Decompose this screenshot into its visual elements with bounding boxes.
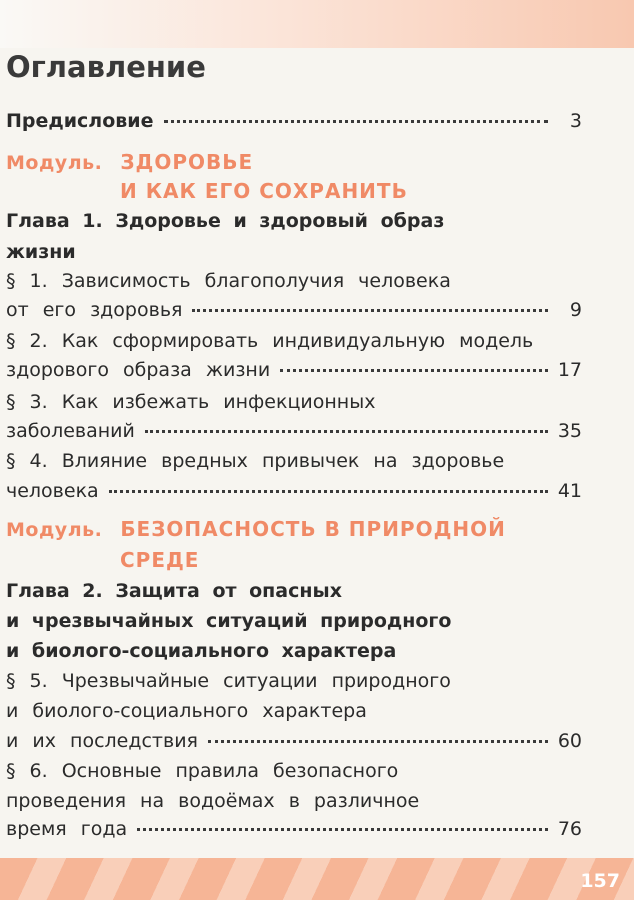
section-6-line2: проведения на водоёмах в различное bbox=[6, 790, 420, 812]
dot-leader bbox=[208, 736, 548, 743]
bottom-decorative-band bbox=[0, 858, 634, 900]
chapter-heading-2-line2: и чрезвычайных ситуаций природного bbox=[6, 610, 452, 632]
page-ref: 3 bbox=[569, 110, 582, 132]
dot-leader bbox=[145, 426, 548, 433]
chapter-heading-2-line1: Глава 2. Защита от опасных bbox=[6, 580, 342, 602]
section-5-line1: § 5. Чрезвычайные ситуации природного bbox=[6, 670, 451, 692]
entry-label: и их последствия bbox=[6, 730, 198, 752]
page-ref: 9 bbox=[569, 299, 582, 321]
module-label: Модуль. bbox=[6, 519, 103, 541]
dot-leader bbox=[192, 305, 548, 312]
page-ref: 76 bbox=[557, 818, 582, 840]
toc-entry-section-6[interactable] bbox=[6, 818, 582, 840]
section-2-line1: § 2. Как сформировать индивидуальную модель bbox=[6, 330, 534, 352]
module-label: Модуль. bbox=[6, 152, 103, 174]
toc-entry-section-3[interactable] bbox=[6, 420, 582, 442]
entry-label: от его здоровья bbox=[6, 299, 183, 321]
module-heading-health bbox=[6, 150, 253, 174]
page-number: 157 bbox=[580, 870, 620, 892]
page-ref: 17 bbox=[557, 359, 582, 381]
entry-label: заболеваний bbox=[6, 420, 135, 442]
chapter-heading-2-line3: и биолого-социального характера bbox=[6, 640, 397, 662]
section-6-line1: § 6. Основные правила безопасного bbox=[6, 760, 399, 782]
page-title: Оглавление bbox=[6, 50, 206, 84]
entry-label: здорового образа жизни bbox=[6, 359, 271, 381]
module-title-line1: БЕЗОПАСНОСТЬ В ПРИРОДНОЙ bbox=[120, 517, 506, 541]
section-3-line1: § 3. Как избежать инфекционных bbox=[6, 391, 376, 413]
section-4-line1: § 4. Влияние вредных привычек на здоровье bbox=[6, 450, 505, 472]
toc-entry-section-1[interactable] bbox=[6, 299, 582, 321]
module-title-line2: СРЕДЕ bbox=[120, 548, 200, 572]
toc-entry-section-2[interactable] bbox=[6, 359, 582, 381]
entry-label: время года bbox=[6, 818, 128, 840]
dot-leader bbox=[137, 824, 548, 831]
toc-entry-section-4[interactable] bbox=[6, 480, 582, 502]
toc-entry-preface[interactable] bbox=[6, 110, 582, 132]
top-decorative-band bbox=[0, 0, 634, 48]
toc-entry-section-5[interactable] bbox=[6, 730, 582, 752]
module-title-line2: И КАК ЕГО СОХРАНИТЬ bbox=[120, 179, 408, 203]
page-ref: 41 bbox=[557, 480, 582, 502]
dot-leader bbox=[280, 365, 548, 372]
dot-leader bbox=[109, 486, 548, 493]
chapter-heading-1-line2: жизни bbox=[6, 241, 76, 263]
page-ref: 60 bbox=[557, 730, 582, 752]
entry-label: Предисловие bbox=[6, 110, 154, 132]
entry-label: человека bbox=[6, 480, 99, 502]
module-heading-safety bbox=[6, 517, 506, 541]
dot-leader bbox=[164, 116, 548, 123]
section-1-line1: § 1. Зависимость благополучия человека bbox=[6, 270, 451, 292]
chapter-heading-1-line1: Глава 1. Здоровье и здоровый образ bbox=[6, 210, 445, 232]
module-title-line1: ЗДОРОВЬЕ bbox=[120, 150, 254, 174]
page-ref: 35 bbox=[557, 420, 582, 442]
section-5-line2: и биолого-социального характера bbox=[6, 700, 367, 722]
